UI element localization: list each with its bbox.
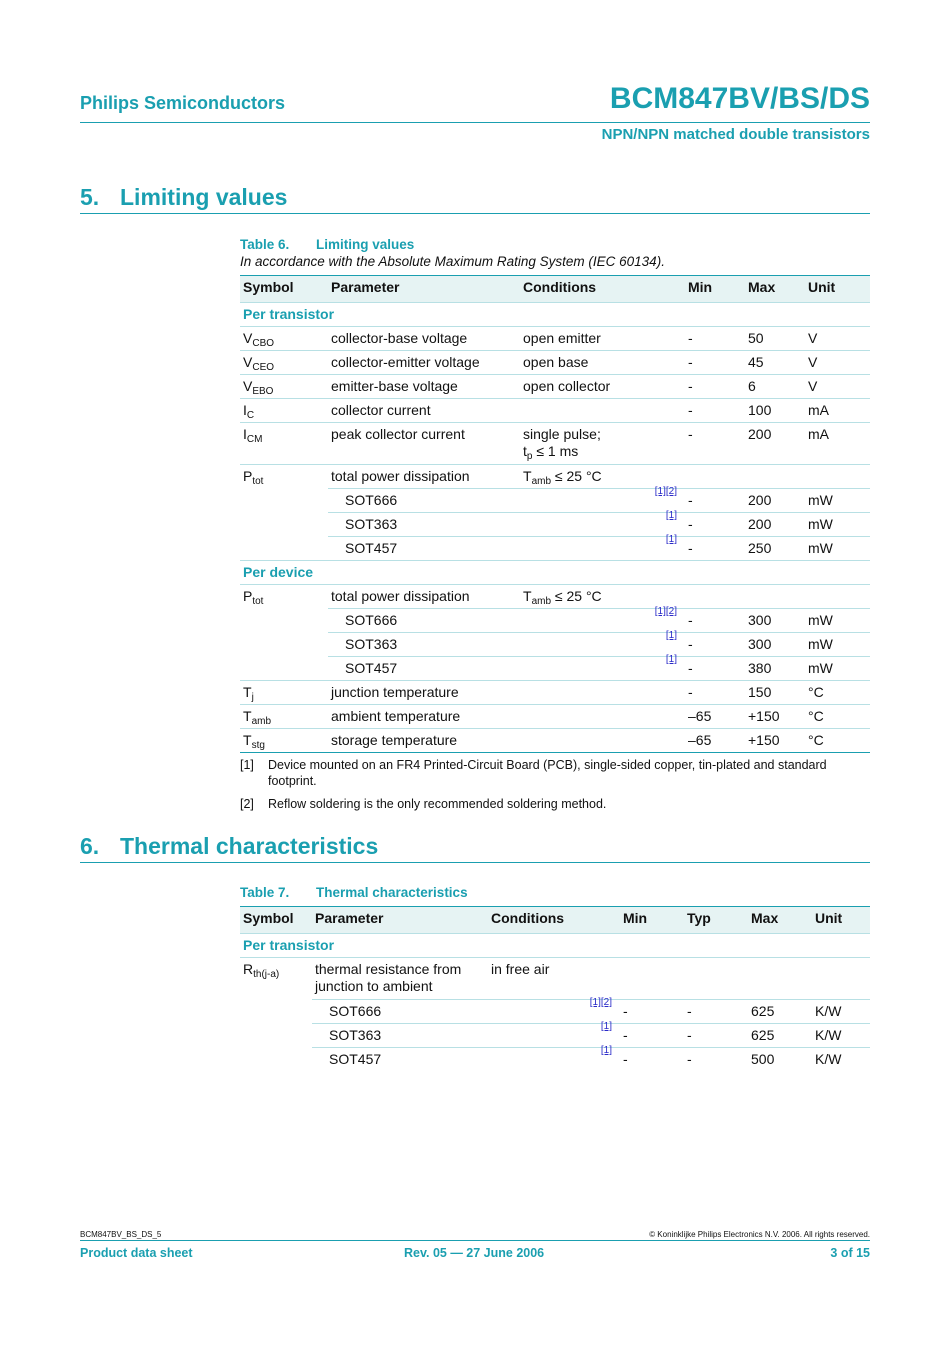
document-id: BCM847BV_BS_DS_5 <box>80 1230 162 1239</box>
col-max: Max <box>748 907 812 934</box>
footer-revision: Rev. 05 — 27 June 2006 <box>404 1246 545 1260</box>
product-title: BCM847BV/BS/DS <box>609 82 870 115</box>
table-row: SOT363 [1] - - 625 K/W <box>240 1024 870 1048</box>
table-header-row <box>240 907 870 934</box>
table-row: $V_{CBO}$ collector-base voltage open emitter - 50 V <box>240 327 870 351</box>
table-row: $V_{CEO}$ collector-emitter voltage open base - 45 V <box>240 351 870 375</box>
table-7-label: Table 7. <box>240 885 290 900</box>
table-row: $P_{tot}$ total power dissipation $T_{amb} \le 25$ °C <box>240 465 870 489</box>
col-conditions: Conditions <box>488 907 593 934</box>
table-header-row <box>240 276 870 303</box>
table-row: SOT363 [1] - 300 mW <box>240 633 870 657</box>
col-typ: Typ <box>684 907 748 934</box>
col-conditions: Conditions <box>520 276 665 303</box>
section-6-title: Thermal characteristics <box>120 833 379 859</box>
company-name: Philips Semiconductors <box>80 93 286 113</box>
table-row: $V_{EBO}$ emitter-base voltage open collector - 6 V <box>240 375 870 399</box>
thermal-characteristics-table <box>240 906 870 1071</box>
col-symbol: Symbol <box>240 276 328 303</box>
table-6-title: Limiting values <box>316 237 415 252</box>
table-7-caption <box>240 885 468 900</box>
section-5-number: 5. <box>80 184 100 210</box>
limiting-values-table <box>240 275 870 753</box>
section-5-title: Limiting values <box>120 184 288 210</box>
copyright: © Koninklijke Philips Electronics N.V. 2006. All rights reserved. <box>649 1230 870 1239</box>
table-row: $T_{amb}$ ambient temperature –65 +150 °C <box>240 705 870 729</box>
table-row: SOT457 [1] - 250 mW <box>240 537 870 561</box>
header-rule <box>80 122 870 123</box>
col-unit: Unit <box>805 276 870 303</box>
col-min: Min <box>685 276 745 303</box>
table-row: SOT457 [1] - - 500 K/W <box>240 1048 870 1072</box>
group-row: Per device <box>240 561 870 585</box>
table-6-label: Table 6. <box>240 237 290 252</box>
table-row: SOT666 [1][2] - 200 mW <box>240 489 870 513</box>
footnote-2: [2] Reflow soldering is the only recommended soldering method. <box>240 797 607 811</box>
footer-rule <box>80 1240 870 1241</box>
col-min: Min <box>620 907 684 934</box>
col-symbol: Symbol <box>240 907 312 934</box>
table-row: $R_{th(j-a)}$ thermal resistance from junction to ambient in free air <box>240 958 870 1000</box>
col-unit: Unit <box>812 907 870 934</box>
group-row: Per transistor <box>240 303 870 327</box>
product-subtitle: NPN/NPN matched double transistors <box>601 126 870 143</box>
table-row: $T_{stg}$ storage temperature –65 +150 °C <box>240 729 870 753</box>
footnote-1: [1] Device mounted on an FR4 Printed-Circuit Board (PCB), single-sided copper, tin-plated and standard footprint. <box>240 758 827 788</box>
table-row: SOT363 [1] - 200 mW <box>240 513 870 537</box>
footer-doc-type: Product data sheet <box>80 1246 193 1260</box>
table-row: SOT457 [1] - 380 mW <box>240 657 870 681</box>
table-row: $I_C$ collector current - 100 mA <box>240 399 870 423</box>
footer-page-number: 3 of 15 <box>830 1246 870 1260</box>
group-row: Per transistor <box>240 934 870 958</box>
table-row: SOT666 [1][2] - - 625 K/W <box>240 1000 870 1024</box>
table-row: SOT666 [1][2] - 300 mW <box>240 609 870 633</box>
section-6-number: 6. <box>80 833 100 859</box>
section-5-rule <box>80 213 870 214</box>
table-6-caption <box>240 237 414 252</box>
table-row: $P_{tot}$ total power dissipation $T_{amb} \le 25$ °C <box>240 585 870 609</box>
table-row: $I_{CM}$ peak collector current single pulse; $t_p \le 1$ ms - 200 mA <box>240 423 870 465</box>
table-6-subtitle: In accordance with the Absolute Maximum Rating System (IEC 60134). <box>240 254 665 269</box>
table-row: $T_j$ junction temperature - 150 °C <box>240 681 870 705</box>
col-parameter: Parameter <box>328 276 520 303</box>
table-7-title: Thermal characteristics <box>316 885 468 900</box>
col-parameter: Parameter <box>312 907 488 934</box>
section-5-heading <box>80 184 287 211</box>
section-6-rule <box>80 862 870 863</box>
col-max: Max <box>745 276 805 303</box>
section-6-heading <box>80 833 378 860</box>
